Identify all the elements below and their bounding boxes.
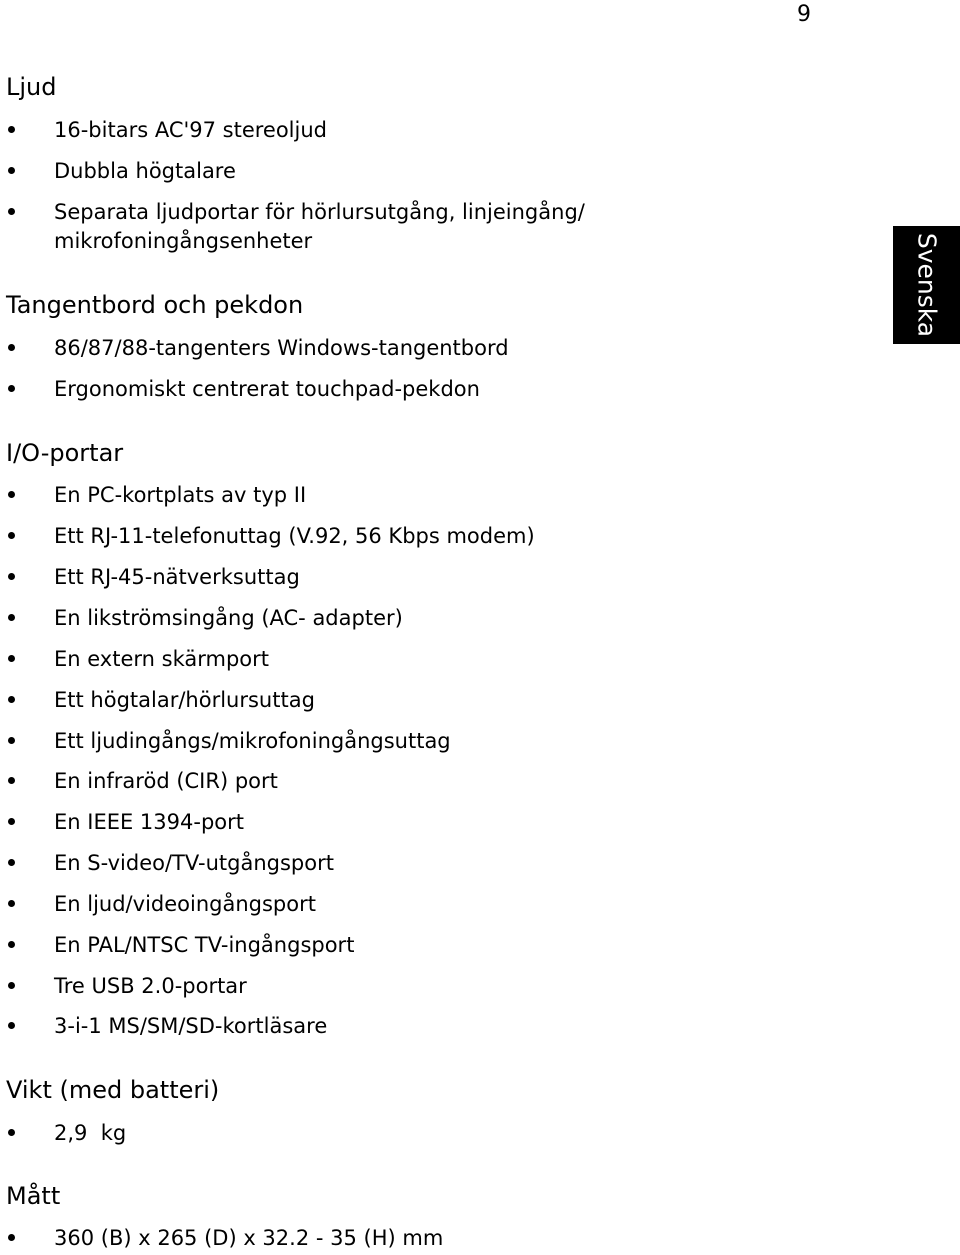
bullet-icon <box>8 126 15 133</box>
list-item <box>0 645 860 673</box>
bullet-icon <box>8 859 15 866</box>
list-item-text: Tre USB 2.0-portar <box>54 974 247 998</box>
list-item <box>0 198 860 258</box>
list-item-text: Ett RJ-45-nätverksuttag <box>54 565 300 589</box>
list-item <box>0 334 860 362</box>
list-item <box>0 890 860 918</box>
list-item <box>0 375 860 403</box>
list-item <box>0 849 860 877</box>
list-item-text: 86/87/88-tangenters Windows-tangentbord <box>54 336 509 360</box>
bullet-icon <box>8 614 15 621</box>
list-item-text: 16-bitars AC'97 stereoljud <box>54 118 327 142</box>
language-tab-label: Svenska <box>912 232 941 338</box>
list-item-text: Ett högtalar/hörlursuttag <box>54 688 315 712</box>
bullet-icon <box>8 344 15 351</box>
bullet-icon <box>8 1022 15 1029</box>
bullet-icon <box>8 655 15 662</box>
bullet-icon <box>8 532 15 539</box>
list-item-text: En extern skärmport <box>54 647 270 671</box>
heading-matt: Mått <box>6 1182 61 1210</box>
list-item-text: En PC-kortplats av typ II <box>54 483 307 507</box>
bullet-icon <box>8 982 15 989</box>
list-item <box>0 563 860 591</box>
list-item-text: Dubbla högtalare <box>54 159 236 183</box>
list-item <box>0 604 860 632</box>
list-item <box>0 972 860 1000</box>
list-item <box>0 931 860 959</box>
bullet-icon <box>8 1129 15 1136</box>
heading-io-portar: I/O-portar <box>6 439 124 467</box>
list-item <box>0 686 860 714</box>
list-item <box>0 808 860 836</box>
list-item-text: 2,9 kg <box>54 1121 127 1145</box>
list-item-text: En ljud/videoingångsport <box>54 892 316 916</box>
list-item-text: En likströmsingång (AC- adapter) <box>54 606 403 630</box>
list-item-text: Ergonomiskt centrerat touchpad-pekdon <box>54 377 480 401</box>
list-item-text: Separata ljudportar för hörlursutgång, linjeingång/ mikrofoningångsenheter <box>54 200 585 253</box>
bullet-icon <box>8 167 15 174</box>
list-item <box>0 116 860 144</box>
heading-vikt: Vikt (med batteri) <box>6 1076 220 1104</box>
bullet-icon <box>8 491 15 498</box>
list-item <box>0 157 860 185</box>
list-item-text: 360 (B) x 265 (D) x 32.2 - 35 (H) mm <box>54 1226 444 1250</box>
bullet-icon <box>8 941 15 948</box>
bullet-icon <box>8 737 15 744</box>
list-item <box>0 522 860 550</box>
bullet-icon <box>8 900 15 907</box>
list-item-text: Ett ljudingångs/mikrofoningångsuttag <box>54 729 451 753</box>
list-item <box>0 1012 860 1040</box>
list-item <box>0 481 860 509</box>
bullet-icon <box>8 385 15 392</box>
list-item <box>0 1224 860 1252</box>
list-item-text: 3-i-1 MS/SM/SD-kortläsare <box>54 1014 328 1038</box>
list-item <box>0 767 860 795</box>
list-item-text: En IEEE 1394-port <box>54 810 244 834</box>
language-tab <box>893 226 960 344</box>
bullet-icon <box>8 208 15 215</box>
bullet-icon <box>8 818 15 825</box>
bullet-icon <box>8 777 15 784</box>
list-item <box>0 727 860 755</box>
list-item-text: En infraröd (CIR) port <box>54 769 278 793</box>
list-item <box>0 1119 860 1147</box>
list-item-text: En PAL/NTSC TV-ingångsport <box>54 933 355 957</box>
bullet-icon <box>8 696 15 703</box>
list-item-text: En S-video/TV-utgångsport <box>54 851 334 875</box>
page-number: 9 <box>797 2 811 27</box>
bullet-icon <box>8 1234 15 1241</box>
heading-tangentbord: Tangentbord och pekdon <box>6 291 304 319</box>
heading-ljud: Ljud <box>6 73 57 101</box>
bullet-icon <box>8 573 15 580</box>
list-item-text: Ett RJ-11-telefonuttag (V.92, 56 Kbps modem) <box>54 524 535 548</box>
